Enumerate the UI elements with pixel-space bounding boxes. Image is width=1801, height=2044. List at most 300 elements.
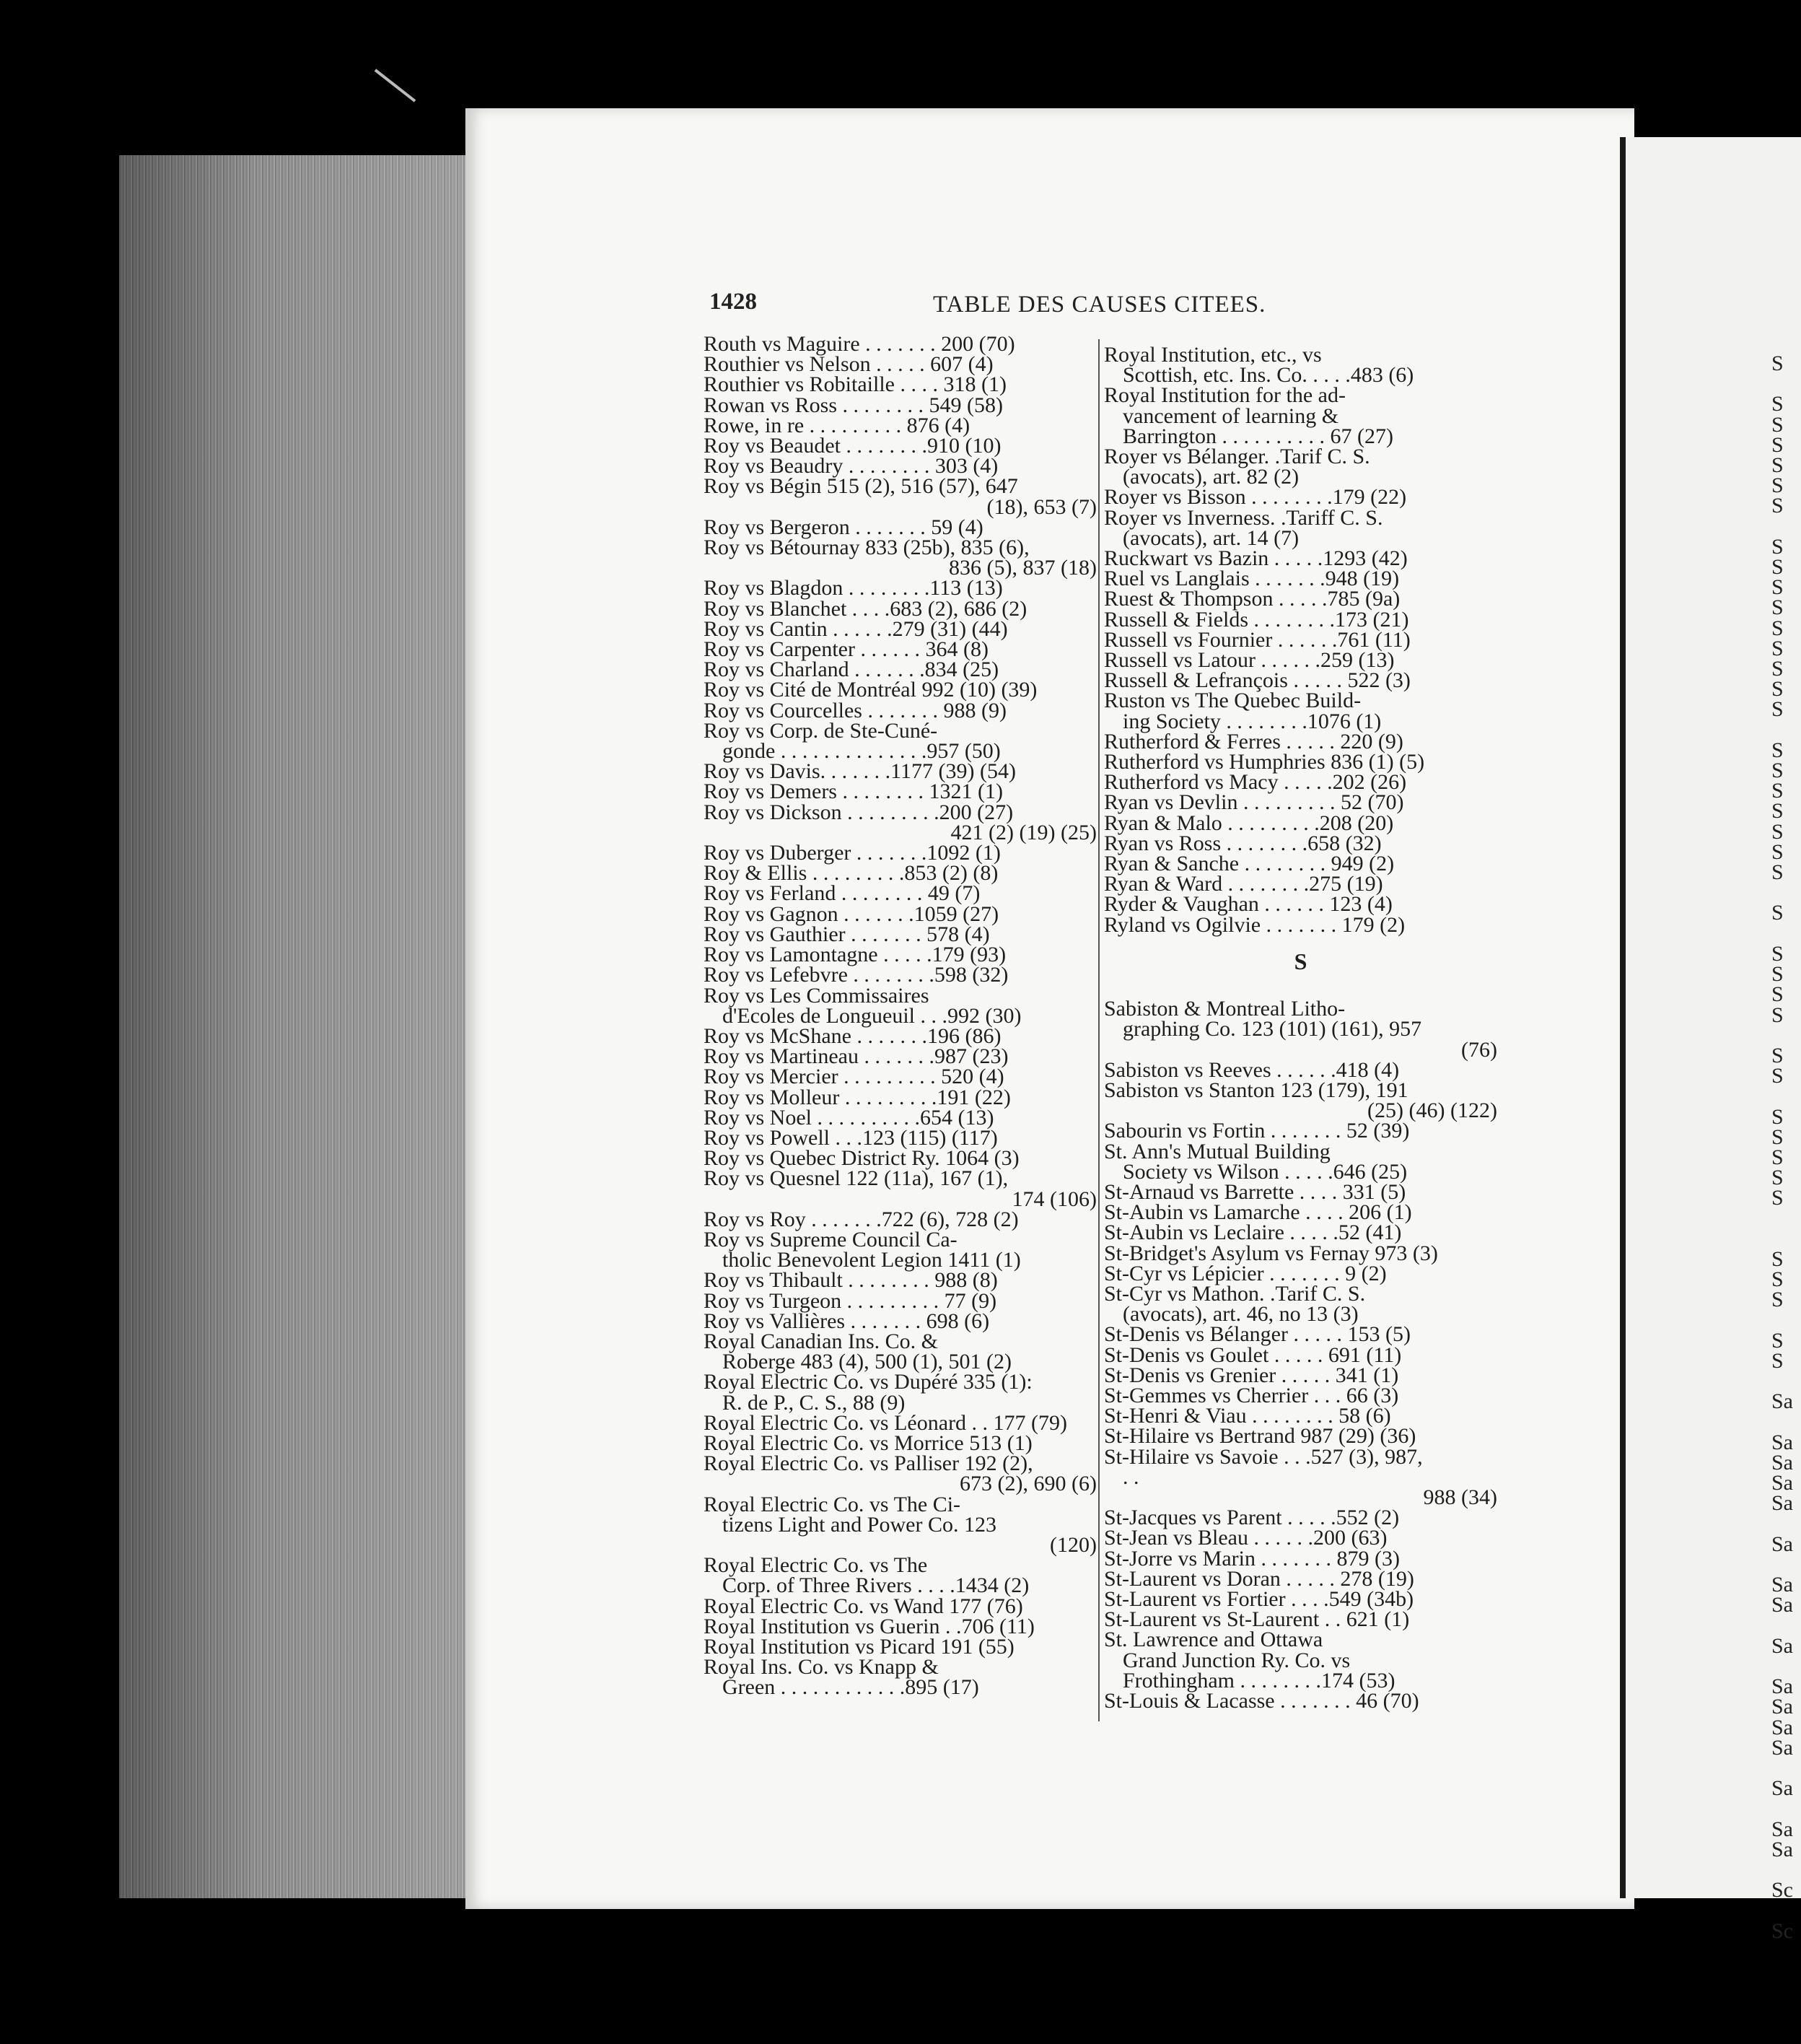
entry-text: Ryan vs Ross . . . . . . . .658 (32) (1104, 831, 1382, 855)
entry-text: St-Jean vs Bleau . . . . . .200 (63) (1104, 1526, 1388, 1550)
entry-text: St-Bridget's Asylum vs Fernay 973 (3) (1104, 1241, 1438, 1265)
entry-text: Sabiston & Montreal Litho- (1104, 997, 1346, 1021)
index-entry (1104, 1383, 1497, 1407)
entry-text: Royal Canadian Ins. Co. & (704, 1329, 938, 1353)
next-page-fragment: Sa (1771, 1430, 1793, 1454)
index-entry (1104, 752, 1497, 772)
next-page-fragment: S (1771, 575, 1784, 600)
next-page-fragment: S (1771, 941, 1784, 966)
index-entry (1104, 831, 1497, 855)
right-column-r-entries (1104, 345, 1497, 935)
next-page-fragment: S (1771, 697, 1784, 722)
entry-text: Royal Institution vs Picard 191 (55) (704, 1635, 1015, 1659)
index-entry (1104, 485, 1497, 510)
entry-text: Royal Electric Co. vs Palliser 192 (2), (704, 1451, 1033, 1476)
entry-text: Routhier vs Robitaille . . . . 318 (1) (704, 372, 1007, 397)
next-page-fragment: Sa (1771, 1735, 1793, 1760)
entry-continuation: Society vs Wilson . . . . .646 (25) (1123, 1159, 1408, 1184)
entry-text: St-Aubin vs Leclaire . . . . .52 (41) (1104, 1220, 1402, 1245)
entry-text: Roy vs Lefebvre . . . . . . . .598 (32) (704, 963, 1009, 987)
entry-text: Rowe, in re . . . . . . . . . 876 (4) (704, 413, 970, 437)
next-page-fragment (1771, 1311, 1801, 1331)
index-entry (704, 680, 1097, 700)
entry-text: Rutherford & Ferres . . . . . 220 (9) (1104, 729, 1403, 754)
entry-text: Royal Institution for the ad- (1104, 383, 1346, 408)
entry-text: St-Hilaire vs Bertrand 987 (29) (36) (1104, 1424, 1416, 1449)
index-entry (704, 538, 1097, 578)
next-page-fragment: S (1771, 534, 1784, 559)
index-entry (1104, 505, 1497, 550)
next-page-fragment: Sa (1771, 1674, 1793, 1699)
entry-continuation: gonde . . . . . . . . . . . . . .957 (50) (722, 739, 1001, 764)
entry-text: Roy vs Noel . . . . . . . . . .654 (13) (704, 1105, 994, 1130)
entry-text: Roy vs Courcelles . . . . . . . 988 (9) (704, 698, 1007, 722)
index-entry (704, 616, 1097, 641)
next-page-fragment (1771, 1209, 1801, 1229)
entry-text: Roy vs Bergeron . . . . . . . 59 (4) (704, 515, 983, 539)
index-entry (1104, 1406, 1497, 1426)
index-entry (704, 517, 1097, 538)
index-entry (704, 354, 1097, 375)
entry-text: Sabiston vs Reeves . . . . . .418 (4) (1104, 1057, 1400, 1082)
entry-text: Russell & Fields . . . . . . . .173 (21) (1104, 607, 1409, 632)
next-page-fragment (1771, 720, 1801, 741)
index-entry (1104, 546, 1497, 571)
index-entry (1104, 1546, 1497, 1571)
index-entry (704, 1614, 1097, 1638)
index-entry (704, 639, 1097, 660)
next-page-fragment: Sa (1771, 1471, 1793, 1495)
index-entry (1104, 1566, 1497, 1591)
entry-text: St-Henri & Viau . . . . . . . . 58 (6) (1104, 1404, 1391, 1428)
entry-text: Roy vs Molleur . . . . . . . . .191 (22) (704, 1085, 1011, 1109)
scan-artifact (374, 69, 416, 102)
next-page-fragment: S (1771, 1246, 1784, 1271)
next-page-fragment: S (1771, 1348, 1784, 1373)
index-entry (1104, 854, 1497, 874)
book-edge-shading (119, 155, 465, 1898)
index-entry (704, 800, 1097, 844)
index-entry (704, 901, 1097, 926)
next-page-fragment: Sa (1771, 1776, 1793, 1801)
next-page-fragment (1771, 1514, 1801, 1534)
entry-text: Roy vs Beaudry . . . . . . . . 303 (4) (704, 454, 999, 479)
entry-continuation: ing Society . . . . . . . .1076 (1) (1123, 709, 1382, 733)
next-page-fragment: S (1771, 759, 1784, 783)
next-page-fragment: S (1771, 901, 1784, 925)
next-page-fragment: Sc (1771, 1878, 1793, 1903)
index-entry (704, 1125, 1097, 1150)
entry-text: Roy vs Roy . . . . . . .722 (6), 728 (2) (704, 1207, 1019, 1231)
index-entry (704, 393, 1097, 417)
next-page-fragment (1771, 1229, 1801, 1249)
index-entry (704, 413, 1097, 437)
next-page-fragment: S (1771, 819, 1784, 844)
next-page-fragment: S (1771, 1003, 1784, 1027)
next-page-fragment: Sa (1771, 1633, 1793, 1658)
index-entry (704, 1370, 1097, 1415)
entry-continuation: Frothingham . . . . . . . .174 (53) (1123, 1668, 1395, 1693)
next-page-fragment: S (1771, 494, 1784, 518)
entry-text: St-Louis & Lacasse . . . . . . . 46 (70) (1104, 1689, 1419, 1713)
entry-text: Roy vs Duberger . . . . . . .1092 (1) (704, 841, 1001, 865)
entry-text: Russell vs Latour . . . . . .259 (13) (1104, 648, 1395, 673)
entry-continuation: Green . . . . . . . . . . . .895 (17) (722, 1675, 979, 1700)
entry-text: Ruest & Thompson . . . . .785 (9a) (1104, 587, 1401, 611)
index-entry (1104, 1424, 1497, 1449)
next-page-fragment: Sa (1771, 1817, 1793, 1841)
next-page-fragment (1771, 1026, 1801, 1046)
entry-text: St. Lawrence and Ottawa (1104, 1628, 1323, 1652)
entry-text: Royer vs Bélanger. .Tarif C. S. (1104, 445, 1370, 469)
entry-text: Royal Electric Co. vs Dupéré 335 (1): (704, 1370, 1033, 1394)
index-entry (1104, 1121, 1497, 1141)
index-entry (1104, 874, 1497, 894)
next-page-fragment: S (1771, 677, 1784, 702)
entry-continuation: 836 (5), 837 (18) (949, 556, 1097, 580)
index-entry (1104, 1691, 1497, 1711)
index-entry (704, 945, 1097, 965)
index-entry (704, 883, 1097, 904)
entry-text: Ryder & Vaughan . . . . . . 123 (4) (1104, 892, 1393, 917)
entry-text: Rutherford vs Humphries 836 (1) (5) (1104, 750, 1425, 774)
next-page-fragment: S (1771, 473, 1784, 498)
entry-text: Ryan & Malo . . . . . . . . .208 (20) (1104, 811, 1394, 835)
index-entry (704, 1207, 1097, 1231)
next-page-fragment (1771, 1656, 1801, 1677)
index-entry (704, 861, 1097, 886)
next-page-fragment (1771, 1900, 1801, 1921)
index-entry (1104, 343, 1497, 388)
entry-continuation: (avocats), art. 82 (2) (1123, 465, 1300, 489)
index-entry (1104, 569, 1497, 589)
next-page-fragment: S (1771, 1064, 1784, 1088)
index-entry (704, 596, 1097, 621)
entry-continuation: Grand Junction Ry. Co. vs (1123, 1648, 1351, 1672)
entry-text: Roy vs Dickson . . . . . . . . .200 (27) (704, 800, 1014, 824)
right-column (1104, 345, 1497, 1711)
entry-text: St-Arnaud vs Barrette . . . . 331 (5) (1104, 1179, 1406, 1204)
entry-text: St-Laurent vs Doran . . . . . 278 (19) (1104, 1566, 1414, 1591)
entry-text: Roy vs Martineau . . . . . . .987 (23) (704, 1044, 1009, 1069)
entry-text: Roy vs Carpenter . . . . . . 364 (8) (704, 637, 989, 662)
index-entry (1104, 813, 1497, 834)
entry-text: Russell vs Fournier . . . . . .761 (11) (1104, 627, 1411, 652)
index-entry (704, 1023, 1097, 1048)
entry-text: St-Denis vs Grenier . . . . . 341 (1) (1104, 1363, 1399, 1387)
entry-text: St-Aubin vs Lamarche . . . . 206 (1) (1104, 1200, 1412, 1225)
entry-text: Roy vs Charland . . . . . . .834 (25) (704, 658, 999, 682)
next-page-fragment: S (1771, 432, 1784, 457)
next-page-fragment (1771, 517, 1801, 537)
next-page-fragment (1771, 1555, 1801, 1575)
entry-text: Roy vs Mercier . . . . . . . . . 520 (4) (704, 1065, 1004, 1089)
entry-text: Roy vs Ferland . . . . . . . . 49 (7) (704, 881, 981, 906)
next-page-fragment (1771, 1086, 1801, 1106)
entry-text: St-Gemmes vs Cherrier . . . 66 (3) (1104, 1383, 1399, 1407)
index-entry (704, 1451, 1097, 1496)
next-page-fragment: S (1771, 555, 1784, 580)
index-entry (704, 1555, 1097, 1596)
entry-continuation: Scottish, etc. Ins. Co. . . . .483 (6) (1123, 363, 1414, 388)
index-entry (1104, 650, 1497, 671)
entry-continuation: (120) (1050, 1532, 1097, 1557)
index-entry (1104, 1241, 1497, 1265)
next-page-fragment (1771, 1799, 1801, 1819)
entry-text: Roy vs Beaudet . . . . . . . .910 (10) (704, 434, 1002, 458)
entry-continuation: d'Ecoles de Longueuil . . .992 (30) (722, 1003, 1022, 1028)
entry-text: St-Cyr vs Mathon. .Tarif C. S. (1104, 1281, 1366, 1306)
next-page-fragment (1771, 1616, 1801, 1636)
index-entry (1104, 1528, 1497, 1548)
index-entry (1104, 1363, 1497, 1387)
index-entry (704, 1105, 1097, 1130)
index-entry (704, 761, 1097, 782)
index-entry (704, 372, 1097, 397)
index-entry (704, 1637, 1097, 1657)
next-page-fragment: S (1771, 1186, 1784, 1210)
index-entry (1104, 1220, 1497, 1245)
index-entry (1104, 912, 1497, 937)
index-entry (704, 436, 1097, 456)
index-entry (704, 718, 1097, 764)
next-page-fragment: S (1771, 779, 1784, 803)
running-head (709, 289, 1445, 332)
index-entry (704, 1288, 1097, 1313)
entry-text: Roy vs Blanchet . . . .683 (2), 686 (2) (704, 596, 1027, 621)
index-entry (1104, 1261, 1497, 1285)
entry-continuation: 174 (106) (1012, 1187, 1097, 1211)
right-column-s-entries (1104, 999, 1497, 1711)
entry-text: Russell & Lefrançois . . . . . 522 (3) (1104, 668, 1411, 693)
index-entry (1104, 668, 1497, 693)
entry-text: Royal Electric Co. vs Léonard . . 177 (79) (704, 1410, 1068, 1435)
index-entry (1104, 1586, 1497, 1611)
entry-text: Routh vs Maguire . . . . . . . 200 (70) (704, 332, 1015, 356)
next-page-fragment (1771, 1758, 1801, 1778)
entry-text: Roy vs Cantin . . . . . .279 (31) (44) (704, 616, 1008, 641)
entry-text: Roy vs Vallières . . . . . . . 698 (6) (704, 1309, 990, 1333)
index-entry (1104, 1202, 1497, 1223)
index-entry (704, 779, 1097, 804)
entry-text: Royal Ins. Co. vs Knapp & (704, 1655, 939, 1680)
section-letter: S (1294, 948, 1307, 974)
entry-text: Royal Electric Co. vs Morrice 513 (1) (704, 1431, 1033, 1455)
entry-text: Routhier vs Nelson . . . . . 607 (4) (704, 352, 994, 377)
index-entry (704, 1492, 1097, 1557)
index-entry (704, 843, 1097, 863)
page-title: TABLE DES CAUSES CITEES. (933, 292, 1266, 318)
entry-text: St-Laurent vs St-Laurent . . 621 (1) (1104, 1607, 1410, 1632)
entry-continuation: tizens Light and Power Co. 123 (722, 1512, 996, 1537)
index-entry (704, 660, 1097, 680)
column-divider (1098, 339, 1100, 1721)
entry-text: St-Jacques vs Parent . . . . .552 (2) (1104, 1506, 1400, 1530)
entry-text: St-Denis vs Bélanger . . . . . 153 (5) (1104, 1322, 1411, 1347)
entry-text: Roy vs Lamontagne . . . . .179 (93) (704, 943, 1007, 967)
next-page-fragment-column (1771, 354, 1801, 1942)
entry-text: Sabourin vs Fortin . . . . . . . 52 (39) (1104, 1119, 1410, 1143)
next-page-fragment: Sa (1771, 1450, 1793, 1475)
index-entry (1104, 1630, 1497, 1691)
next-page-fragment: S (1771, 962, 1784, 987)
index-entry (1104, 770, 1497, 795)
index-entry (1104, 999, 1497, 1060)
entry-continuation: (76) (1461, 1037, 1497, 1062)
next-page-fragment: S (1771, 1328, 1784, 1353)
index-entry (704, 1166, 1097, 1211)
entry-text: Roy vs Gagnon . . . . . . .1059 (27) (704, 901, 999, 926)
entry-text: Ruston vs The Quebec Build- (1104, 689, 1362, 713)
entry-continuation: (18), 653 (7) (986, 494, 1097, 519)
index-entry (1104, 1342, 1497, 1367)
next-page-fragment: S (1771, 392, 1784, 416)
entry-text: Ryan & Sanche . . . . . . . . 949 (2) (1104, 852, 1395, 876)
entry-text: Roy vs McShane . . . . . . .196 (86) (704, 1023, 1002, 1048)
next-page-fragment: Sa (1771, 1389, 1793, 1414)
entry-text: Rowan vs Ross . . . . . . . . 549 (58) (704, 393, 1004, 417)
next-page-fragment (1771, 1371, 1801, 1392)
page-number: 1428 (709, 289, 757, 315)
next-page-fragment (1771, 374, 1801, 394)
entry-text: Roy vs Cité de Montréal 992 (10) (39) (704, 678, 1038, 702)
entry-text: Roy vs Quesnel 122 (11a), 167 (1), (704, 1166, 1009, 1191)
entry-text: Ryan vs Devlin . . . . . . . . . 52 (70) (1104, 790, 1404, 815)
next-page-fragment: S (1771, 839, 1784, 864)
index-entry (704, 698, 1097, 722)
entry-continuation: tholic Benevolent Legion 1411 (1) (722, 1248, 1021, 1272)
entry-text: Roy vs Supreme Council Ca- (704, 1227, 958, 1252)
entry-text: Ryland vs Ogilvie . . . . . . . 179 (2) (1104, 912, 1406, 937)
index-entry (704, 965, 1097, 985)
entry-text: Roy vs Blagdon . . . . . . . .113 (13) (704, 576, 1003, 600)
entry-text: Roy vs Powell . . .123 (115) (117) (704, 1125, 998, 1150)
entry-text: Rutherford vs Macy . . . . .202 (26) (1104, 770, 1407, 795)
entry-text: St-Denis vs Goulet . . . . . 691 (11) (1104, 1342, 1402, 1367)
index-entry (704, 1227, 1097, 1272)
index-entry (704, 1329, 1097, 1374)
entry-continuation: 421 (2) (19) (25) (950, 820, 1097, 844)
entry-continuation: Roberge 483 (4), 500 (1), 501 (2) (722, 1350, 1012, 1374)
next-page-fragment: S (1771, 982, 1784, 1007)
next-page-fragment: Sa (1771, 1837, 1793, 1861)
next-page-fragment: Sa (1771, 1573, 1793, 1597)
index-entry (1104, 1508, 1497, 1528)
entry-text: Roy vs Gauthier . . . . . . . 578 (4) (704, 922, 990, 946)
index-entry (1104, 1080, 1497, 1121)
next-page-fragment (1771, 883, 1801, 903)
index-entry (704, 334, 1097, 354)
entry-text: Roy vs Corp. de Ste-Cuné- (704, 718, 938, 743)
next-page-fragment: S (1771, 1288, 1784, 1312)
index-entry (704, 1311, 1097, 1332)
next-page-fragment: S (1771, 1166, 1784, 1190)
entry-text: Roy vs Demers . . . . . . . . 1321 (1) (704, 779, 1003, 804)
next-page-fragment: S (1771, 1124, 1784, 1149)
index-entry (704, 578, 1097, 598)
next-page-fragment: S (1771, 1267, 1784, 1292)
entry-text: Royal Electric Co. vs Wand 177 (76) (704, 1594, 1023, 1618)
entry-text: St. Ann's Mutual Building (1104, 1139, 1331, 1163)
next-page-fragment (1771, 924, 1801, 944)
next-page-fragment: S (1771, 657, 1784, 681)
index-entry (1104, 589, 1497, 609)
next-page-fragment: S (1771, 595, 1784, 620)
entry-continuation: (25) (46) (122) (1367, 1099, 1497, 1123)
index-entry (1104, 627, 1497, 652)
entry-text: Sabiston vs Stanton 123 (179), 191 (1104, 1078, 1408, 1102)
entry-text: Roy & Ellis . . . . . . . . .853 (2) (8) (704, 861, 999, 886)
index-entry (1104, 1324, 1497, 1345)
entry-continuation: graphing Co. 123 (101) (161), 957 (1123, 1017, 1422, 1041)
index-entry (1104, 385, 1497, 447)
entry-text: Roy vs Bétournay 833 (25b), 835 (6), (704, 536, 1030, 560)
entry-text: Roy vs Thibault . . . . . . . . 988 (8) (704, 1268, 998, 1293)
left-column (704, 334, 1097, 1698)
next-page-fragment: Sa (1771, 1695, 1793, 1719)
next-page-fragment: Sa (1771, 1491, 1793, 1516)
entry-text: Ryan & Ward . . . . . . . .275 (19) (1104, 872, 1383, 896)
entry-text: Roy vs Les Commissaires (704, 983, 929, 1008)
entry-continuation: R. de P., C. S., 88 (9) (722, 1390, 906, 1415)
index-entry (704, 454, 1097, 479)
entry-continuation: . . (1123, 1464, 1139, 1489)
next-page-fragment: S (1771, 616, 1784, 640)
index-entry (1104, 1281, 1497, 1327)
index-entry (704, 1594, 1097, 1618)
index-entry (704, 476, 1097, 517)
next-page-fragment: S (1771, 1145, 1784, 1169)
entry-text: Royal Electric Co. vs The Ci- (704, 1492, 961, 1516)
next-page-fragment: S (1771, 1104, 1784, 1129)
index-entry (704, 1657, 1097, 1698)
entry-text: Royer vs Inverness. .Tariff C. S. (1104, 505, 1383, 530)
entry-text: Ruckwart vs Bazin . . . . .1293 (42) (1104, 546, 1408, 571)
next-page-fragment: S (1771, 799, 1784, 824)
entry-continuation: Corp. of Three Rivers . . . .1434 (2) (722, 1573, 1030, 1598)
entry-text: St-Cyr vs Lépicier . . . . . . . 9 (2) (1104, 1261, 1387, 1285)
index-entry (1104, 1057, 1497, 1082)
next-page-fragment: S (1771, 738, 1784, 762)
index-entry (1104, 607, 1497, 632)
next-page-fragment: Sc (1771, 1918, 1793, 1942)
entry-text: Roy vs Davis. . . . . . .1177 (39) (54) (704, 759, 1017, 784)
index-entry (1104, 1139, 1497, 1184)
index-entry (1104, 1179, 1497, 1204)
index-entry (1104, 792, 1497, 813)
index-entry (704, 1433, 1097, 1454)
entry-continuation: 673 (2), 690 (6) (960, 1472, 1097, 1496)
index-entry (1104, 691, 1497, 731)
index-entry (704, 1044, 1097, 1069)
next-page-fragment: S (1771, 412, 1784, 437)
index-entry (1104, 892, 1497, 917)
next-page-fragment: S (1771, 453, 1784, 478)
index-entry (1104, 729, 1497, 754)
index-entry (704, 1085, 1097, 1109)
next-page-fragment: S (1771, 1043, 1784, 1067)
index-entry (704, 1067, 1097, 1087)
index-entry (704, 1268, 1097, 1293)
entry-continuation: (avocats), art. 14 (7) (1123, 525, 1300, 550)
entry-continuation: (avocats), art. 46, no 13 (3) (1123, 1302, 1359, 1327)
index-entry (704, 983, 1097, 1028)
entry-text: Royal Institution vs Guerin . .706 (11) (704, 1614, 1035, 1638)
entry-text: Ruel vs Langlais . . . . . . .948 (19) (1104, 567, 1400, 591)
next-page-fragment: S (1771, 636, 1784, 660)
entry-text: St-Laurent vs Fortier . . . .549 (34b) (1104, 1586, 1414, 1611)
entry-text: St-Jorre vs Marin . . . . . . . 879 (3) (1104, 1546, 1400, 1571)
